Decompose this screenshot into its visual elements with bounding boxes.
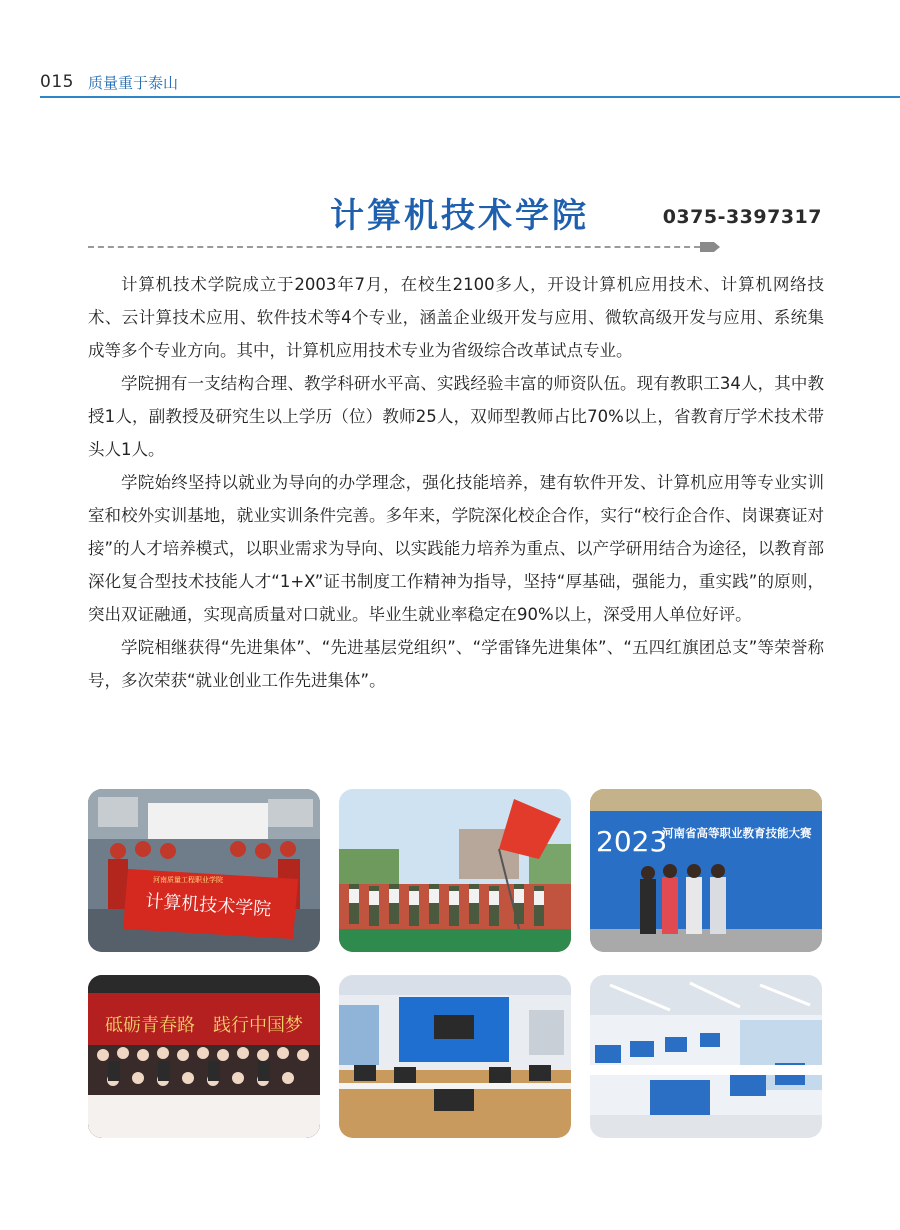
slogan-text: 砥砺青春路 践行中国梦 — [105, 1015, 303, 1036]
photo-military-march — [339, 789, 571, 952]
paragraph-intro: 计算机技术学院成立于2003年7月，在校生2100多人，开设计算机应用技术、计算机网络技术、云计算技术应用、软件技术等4个专业，涵盖企业级开发与应用、微软高级开发与应用、系统集成等多个专业方向。其中，计算机应用技术专业为省级综合改革试点专业。 — [88, 275, 824, 360]
banner-small-text: 河南质量工程职业学院 — [153, 876, 223, 884]
photo-skills-competition — [590, 789, 822, 952]
divider-arrow-icon — [700, 240, 722, 254]
section-title: 质量重于泰山 — [88, 74, 179, 92]
title-divider — [88, 246, 700, 248]
header-rule — [40, 96, 900, 98]
page-title: 计算机技术学院 — [330, 196, 589, 236]
photo-youth-group — [88, 975, 320, 1138]
paragraph-faculty: 学院拥有一支结构合理、教学科研水平高、实践经验丰富的师资队伍。现有教职工34人，其中教授1人，副教授及研究生以上学历（位）教师25人，双师型教师占比70%以上，省教育厅学术技术带头人1人。 — [88, 374, 824, 459]
phone-number: 0375-3397317 — [662, 206, 822, 228]
body-text — [88, 268, 824, 697]
photo-computer-lab-1 — [339, 975, 571, 1138]
competition-year: 2023 — [596, 825, 668, 858]
photo-computer-lab-2 — [590, 975, 822, 1138]
paragraph-honors: 学院相继获得“先进集体”、“先进基层党组织”、“学雷锋先进集体”、“五四红旗团总支”等荣誉称号，多次荣获“就业创业工作先进集体”。 — [88, 638, 824, 690]
banner-text: 计算机技术学院 — [144, 890, 272, 921]
page-number: 015 — [40, 72, 74, 92]
competition-name: 河南省高等职业教育技能大赛 — [662, 826, 812, 840]
photo-group-banner — [88, 789, 320, 952]
paragraph-training: 学院始终坚持以就业为导向的办学理念，强化技能培养，建有软件开发、计算机应用等专业实训室和校外实训基地，就业实训条件完善。多年来，学院深化校企合作，实行“校行企合作、岗课赛证对接”的人才培养模式，以职业需求为导向、以实践能力培养为重点、以产学研用结合为途径，以教育部深化复合型技术技能人才“1+X”证书制度工作精神为指导，坚持“厚基础，强能力，重实践”的原则，突出双证融通，实现高质量对口就业。毕业生就业率稳定在90%以上，深受用人单位好评。 — [88, 473, 824, 624]
page-header — [0, 60, 900, 100]
